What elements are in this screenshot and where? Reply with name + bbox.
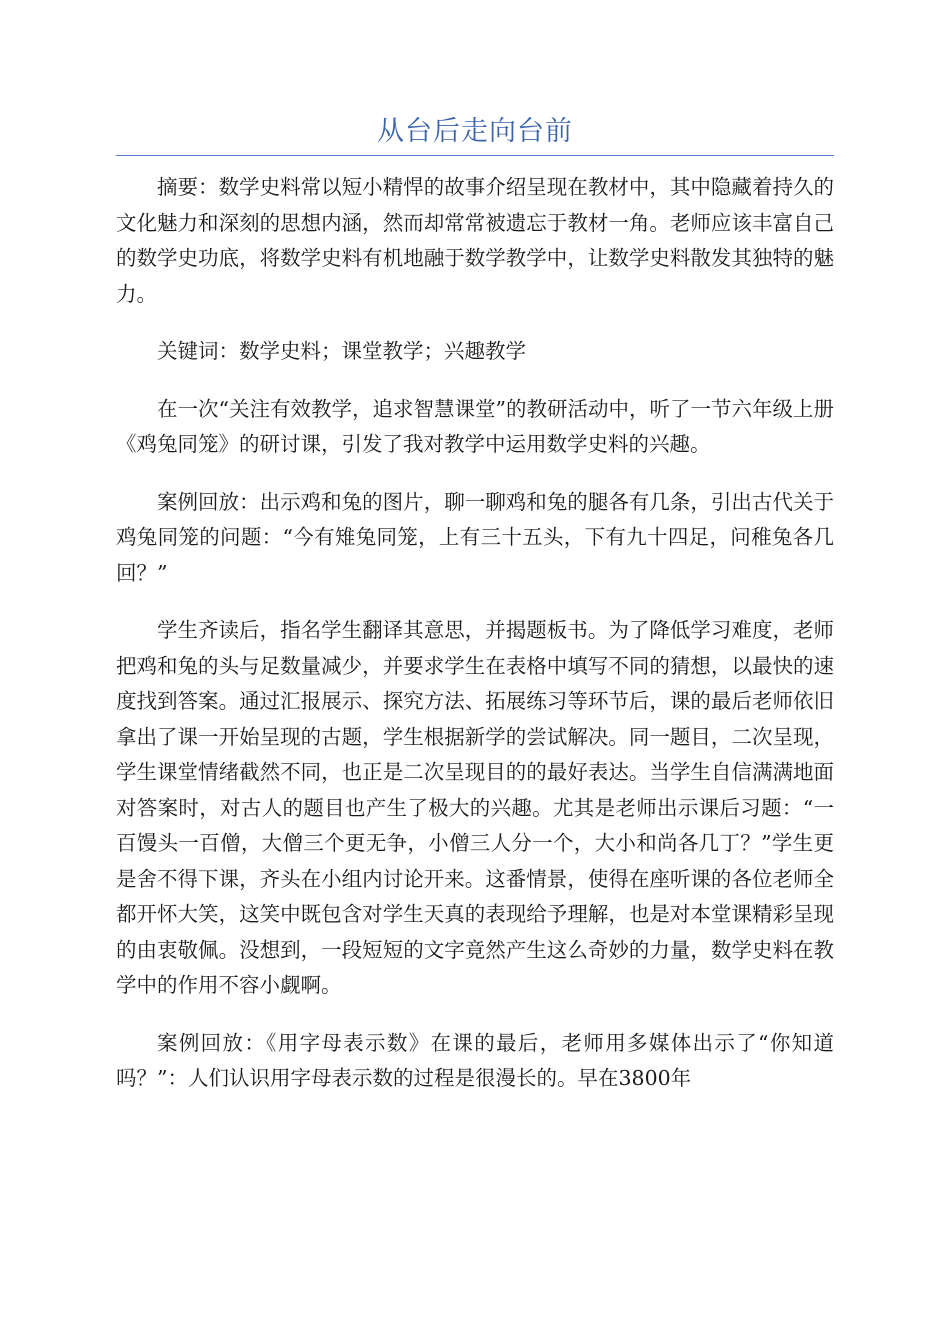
keywords-paragraph: 关键词：数学史料；课堂教学；兴趣教学 (157, 339, 526, 363)
body-paragraph: 案例回放：《用字母表示数》在课的最后，老师用多媒体出示了“你知道吗？”：人们认识用字母表示数的过程是很漫长的。早在3800年 (116, 1030, 834, 1090)
abstract-paragraph: 摘要：数学史料常以短小精悍的故事介绍呈现在教材中，其中隐藏着持久的文化魅力和深刻的思想内涵，然而却常常被遗忘于教材一角。老师应该丰富自己的数学史功底，将数学史料有机地融于数学教学中，让数学史料散发其独特的魅力。 (116, 175, 834, 306)
document-title: 从台后走向台前 (377, 116, 573, 147)
body-paragraph: 学生齐读后，指名学生翻译其意思，并揭题板书。为了降低学习难度，老师把鸡和兔的头与足数量减少，并要求学生在表格中填写不同的猜想，以最快的速度找到答案。通过汇报展示、探究方法、拓展练习等环节后，课的最后老师依旧拿出了课一开始呈现的古题，学生根据新学的尝试解决。同一题目，二次呈现，学生课堂情绪截然不同，也正是二次呈现目的的最好表达。当学生自信满满地面对答案时，对古人的题目也产生了极大的兴趣。尤其是老师出示课后习题：“一百馒头一百僧，大僧三个更无争，小僧三人分一个，大小和尚各几丁？”学生更是舍不得下课，齐头在小组内讨论开来。这番情景，使得在座听课的各位老师全都开怀大笑，这笑中既包含对学生天真的表现给予理解，也是对本堂课精彩呈现的由衷敬佩。没想到，一段短短的文字竟然产生这么奇妙的力量，数学史料在教学中的作用不容小觑啊。 (116, 618, 834, 997)
body-paragraph: 案例回放：出示鸡和兔的图片，聊一聊鸡和兔的腿各有几条，引出古代关于鸡兔同笼的问题：“今有雉兔同笼，上有三十五头，下有九十四足，问稚兔各几回？” (116, 489, 834, 585)
body-paragraph: 在一次“关注有效教学，追求智慧课堂”的教研活动中，听了一节六年级上册《鸡兔同笼》的研讨课，引发了我对教学中运用数学史料的兴趣。 (116, 396, 834, 456)
title-underline (116, 155, 834, 156)
document-body (116, 170, 834, 1119)
